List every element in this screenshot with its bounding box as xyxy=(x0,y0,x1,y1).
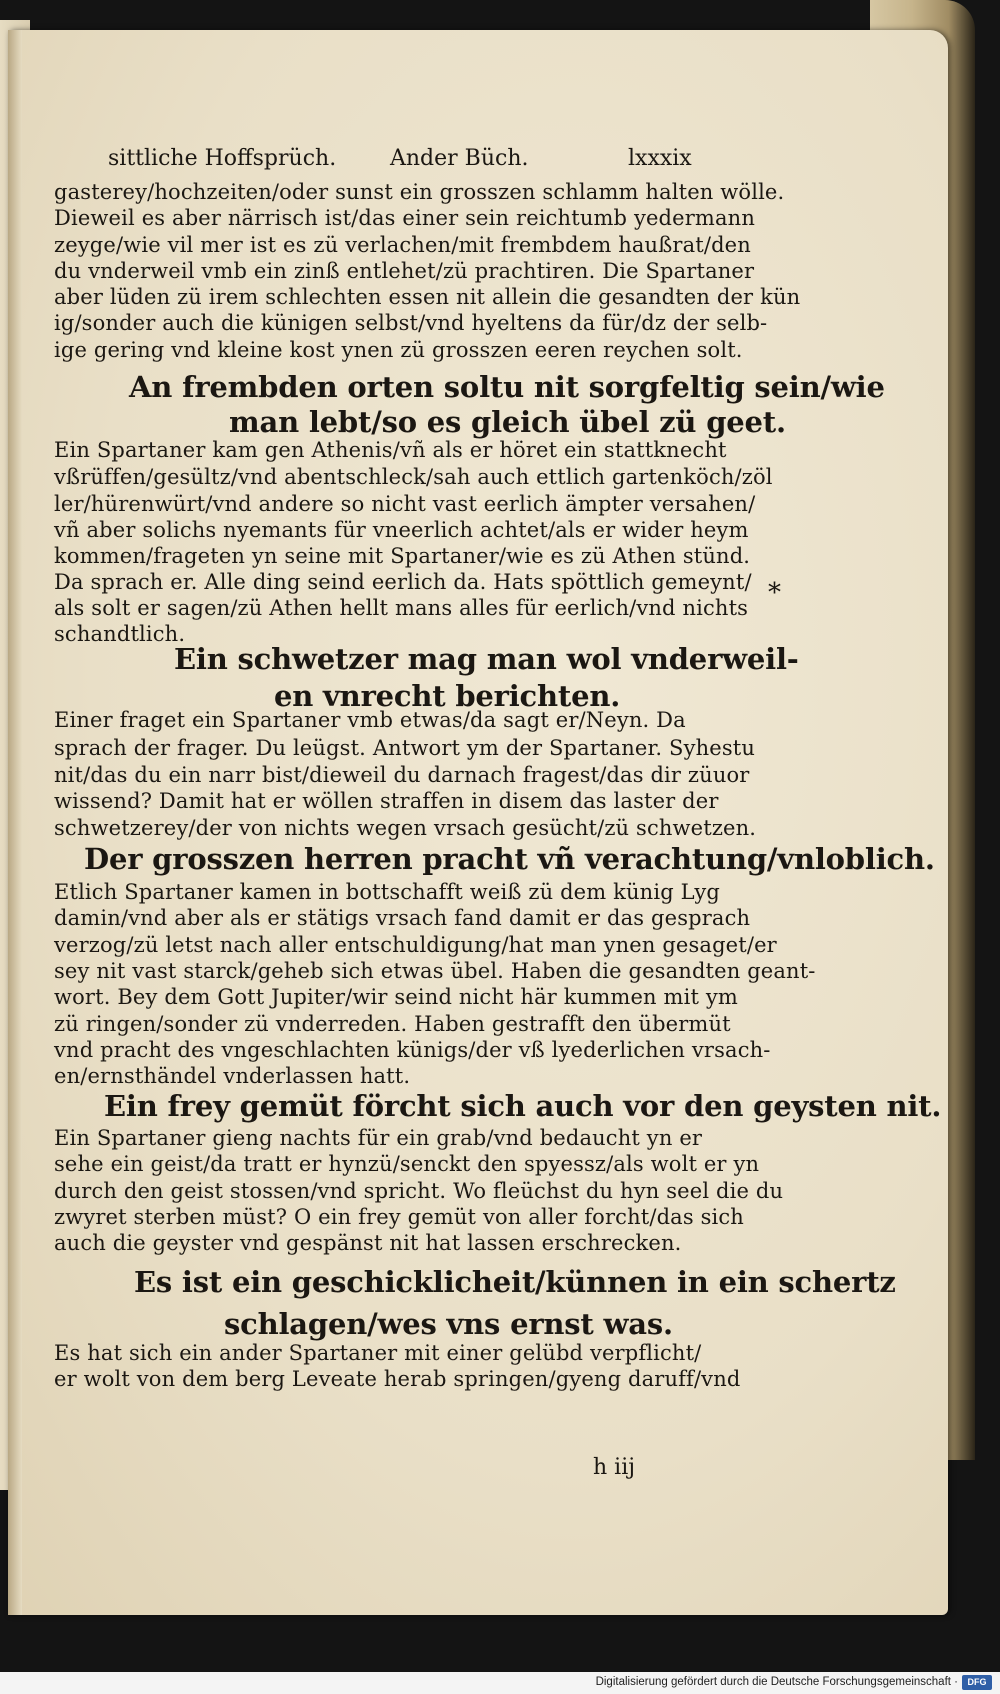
running-title: sittliche Hoffsprüch. xyxy=(108,146,337,171)
book-part-label: Ander Büch. xyxy=(390,146,529,171)
text-line: Es hat sich ein ander Spartaner mit einer gelübd verpflicht/ xyxy=(54,1341,702,1365)
text-line: damin/vnd aber als er stätigs vrsach fand damit er das gesprach xyxy=(54,906,751,930)
section-heading: An frembden orten soltu nit sorgfeltig sein/wie xyxy=(129,370,885,404)
text-line: ler/hürenwürt/vnd andere so nicht vast eerlich ämpter versahen/ xyxy=(54,492,756,516)
text-line: vñ aber solichs nyemants für vneerlich achtet/als er wider heym xyxy=(54,518,749,542)
text-line: verzog/zü letst nach aller entschuldigung/hat man ynen gesaget/er xyxy=(54,933,777,957)
text-line: Ein Spartaner kam gen Athenis/vñ als er höret ein stattknecht xyxy=(54,438,727,462)
text-line: zwyret sterben müst? O ein frey gemüt von aller forcht/das sich xyxy=(54,1205,744,1229)
section-heading: Ein frey gemüt förcht sich auch vor den geysten nit. xyxy=(104,1089,942,1123)
book-page xyxy=(8,30,948,1615)
folio-number: lxxxix xyxy=(628,146,692,171)
section-heading: Es ist ein geschicklicheit/künnen in ein schertz xyxy=(134,1265,896,1299)
text-line: auch die geyster vnd gespänst nit hat lassen erschrecken. xyxy=(54,1231,682,1255)
text-line: vßrüffen/gesültz/vnd abentschleck/sah auch ettlich gartenköch/zöl xyxy=(54,465,773,489)
text-line: du vnderweil vmb ein zinß entlehet/zü prachtiren. Die Spartaner xyxy=(54,259,755,283)
text-line: sehe ein geist/da tratt er hynzü/senckt den spyessz/als wolt er yn xyxy=(54,1152,760,1176)
section-heading: Der grosszen herren pracht vñ verachtung/vnloblich. xyxy=(84,842,935,876)
funding-credit: Digitalisierung gefördert durch die Deutsche Forschungsgemeinschaft · xyxy=(595,1676,958,1688)
text-line: durch den geist stossen/vnd spricht. Wo fleüchst du hyn seel die du xyxy=(54,1179,784,1203)
section-heading: Ein schwetzer mag man wol vnderweil- xyxy=(174,642,799,676)
text-line: ige gering vnd kleine kost ynen zü grosszen eeren reychen solt. xyxy=(54,338,743,362)
section-heading: schlagen/wes vns ernst was. xyxy=(224,1307,673,1341)
text-line: Etlich Spartaner kamen in bottschafft weiß zü dem künig Lyg xyxy=(54,880,720,904)
text-line: wissend? Damit hat er wöllen straffen in disem das laster der xyxy=(54,789,719,813)
text-line: kommen/frageten yn seine mit Spartaner/wie es zü Athen stünd. xyxy=(54,544,751,568)
section-heading: en vnrecht berichten. xyxy=(274,679,621,713)
dfg-logo: DFG xyxy=(962,1675,992,1690)
text-line: Ein Spartaner gieng nachts für ein grab/vnd bedaucht yn er xyxy=(54,1126,703,1150)
margin-asterisk: * xyxy=(768,578,781,608)
text-line: aber lüden zü irem schlechten essen nit allein die gesandten der kün xyxy=(54,285,801,309)
text-line: en/ernsthändel vnderlassen hatt. xyxy=(54,1064,411,1088)
text-line: nit/das du ein narr bist/dieweil du darnach fragest/das dir züuor xyxy=(54,763,750,787)
section-heading: man lebt/so es gleich übel zü geet. xyxy=(229,405,786,439)
text-line: wort. Bey dem Gott Jupiter/wir seind nicht här kummen mit ym xyxy=(54,985,738,1009)
text-line: Einer fraget ein Spartaner vmb etwas/da sagt er/Neyn. Da xyxy=(54,708,686,732)
text-line: zü ringen/sonder zü vnderreden. Haben gestrafft den übermüt xyxy=(54,1012,731,1036)
signature-mark: h iij xyxy=(593,1455,636,1480)
text-line: zeyge/wie vil mer ist es zü verlachen/mit frembdem haußrat/den xyxy=(54,233,751,257)
text-line: als solt er sagen/zü Athen hellt mans alles für eerlich/vnd nichts xyxy=(54,596,749,620)
text-line: gasterey/hochzeiten/oder sunst ein grosszen schlamm halten wölle. xyxy=(54,180,785,204)
text-block xyxy=(54,30,942,1615)
text-line: sprach der frager. Du leügst. Antwort ym der Spartaner. Syhestu xyxy=(54,736,756,760)
text-line: sey nit vast starck/geheb sich etwas übel. Haben die gesandten geant- xyxy=(54,959,816,983)
text-line: schwetzerey/der von nichts wegen vrsach gesücht/zü schwetzen. xyxy=(54,816,757,840)
text-line: ig/sonder auch die künigen selbst/vnd hyeltens da für/dz der selb- xyxy=(54,311,768,335)
text-line: Dieweil es aber närrisch ist/das einer sein reichtumb yedermann xyxy=(54,206,756,230)
text-line: er wolt von dem berg Leveate herab springen/gyeng daruff/vnd xyxy=(54,1367,741,1391)
text-line: schandtlich. xyxy=(54,622,186,646)
text-line: Da sprach er. Alle ding seind eerlich da. Hats spöttlich gemeynt/ xyxy=(54,570,752,594)
text-line: vnd pracht des vngeschlachten künigs/der vß lyederlichen vrsach- xyxy=(54,1038,771,1062)
page-gutter xyxy=(8,30,22,1615)
